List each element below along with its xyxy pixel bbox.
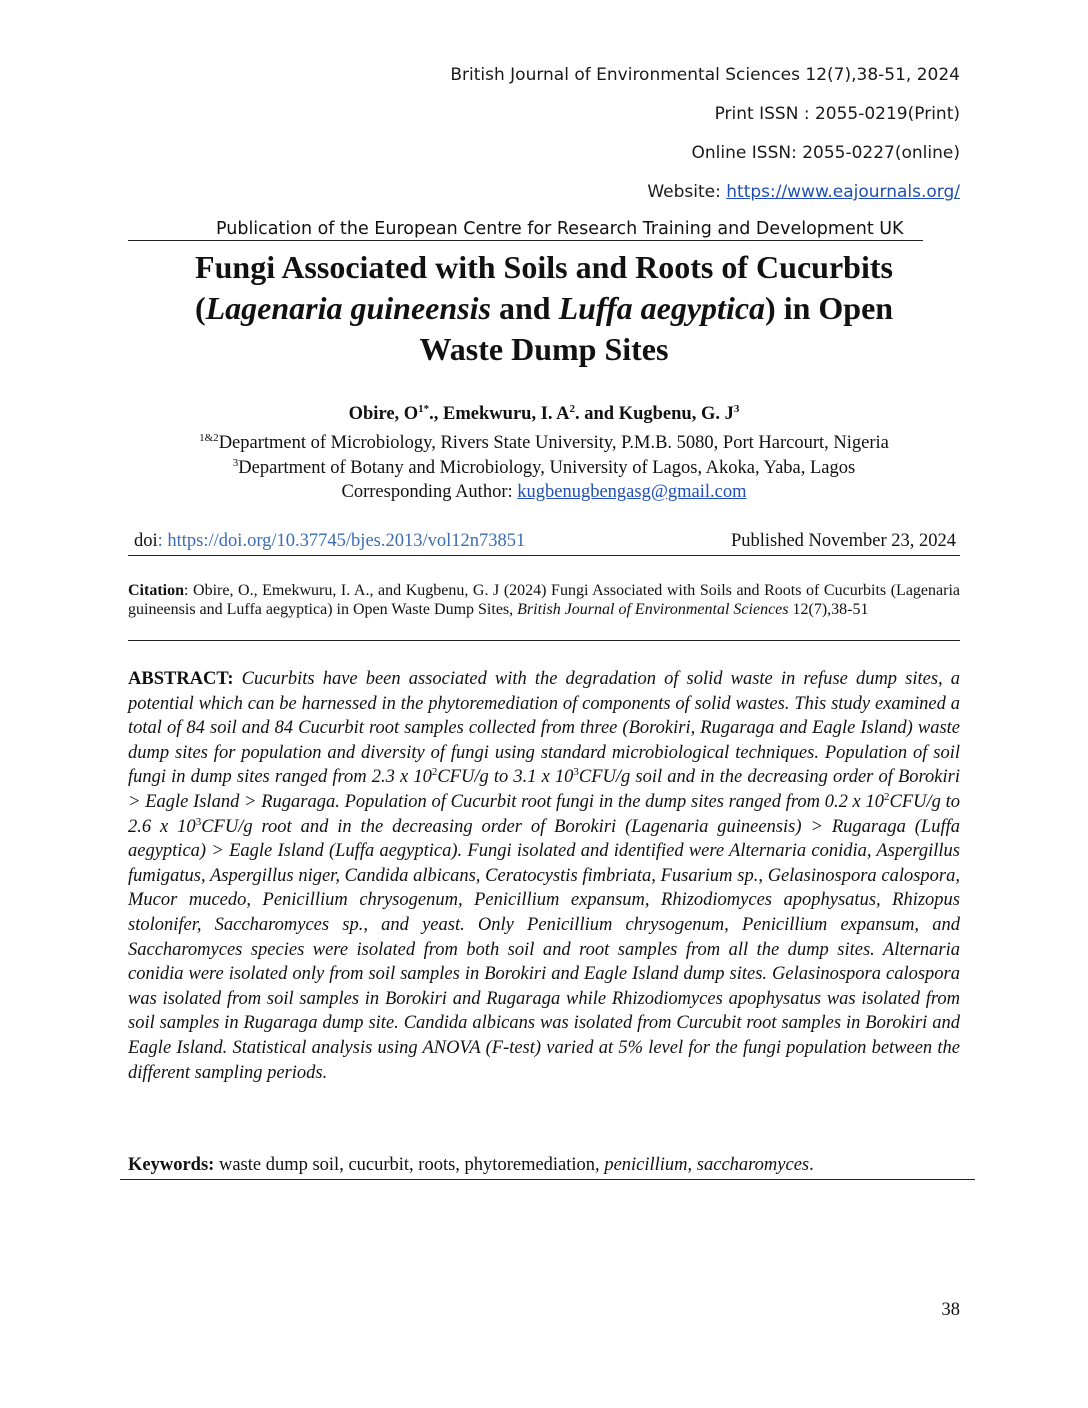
corresponding-author — [120, 482, 968, 503]
doi-line — [134, 531, 525, 552]
citation — [128, 581, 960, 619]
affiliation-2-text: Department of Botany and Microbiology, University of Lagos, Akoka, Yaba, Lagos — [238, 458, 856, 478]
header-rule — [128, 240, 923, 241]
author-2: ., Emekwuru, I. A — [429, 404, 570, 424]
keywords-end: . — [809, 1155, 814, 1175]
keywords — [128, 1155, 814, 1176]
journal-line: British Journal of Environmental Sciences 12(7),38-51, 2024 — [450, 65, 960, 85]
title-line-2 — [120, 288, 968, 329]
page-number: 38 — [941, 1300, 960, 1320]
affiliation-2-sup: 3 — [232, 456, 239, 469]
citation-label: Citation — [128, 582, 184, 599]
keyword-penicillium: penicillium — [604, 1155, 688, 1175]
doi-rule — [128, 555, 960, 556]
exponent-2: 3 — [573, 766, 579, 779]
title-species-2: Luffa aegyptica — [558, 290, 766, 326]
website-link[interactable]: https://www.eajournals.org/ — [726, 182, 960, 202]
author-1-sup: 1* — [418, 402, 430, 415]
author-3: . and Kugbenu, G. J — [575, 404, 734, 424]
keywords-text: waste dump soil, cucurbit, roots, phytoremediation, — [214, 1155, 605, 1175]
doi-link[interactable]: : https://doi.org/10.37745/bjes.2013/vol12n73851 — [157, 531, 526, 551]
website-line — [647, 182, 960, 202]
author-1: Obire, O — [348, 404, 419, 424]
title-and: and — [490, 290, 559, 326]
title-line-3: Waste Dump Sites — [419, 331, 669, 367]
title-line-1: Fungi Associated with Soils and Roots of Cucurbits — [195, 249, 893, 285]
keywords-separator: , — [687, 1155, 697, 1175]
affiliation-2 — [120, 458, 968, 479]
author-2-sup: 2 — [569, 402, 575, 415]
affiliation-1-text: Department of Microbiology, Rivers State University, P.M.B. 5080, Port Harcourt, Nigeria — [218, 433, 889, 453]
doi-label: doi — [134, 531, 158, 551]
abstract-text-4: CFU/g to 2.6 x 10 — [128, 791, 960, 837]
keyword-saccharomyces: saccharomyces — [696, 1155, 810, 1175]
online-issn: Online ISSN: 2055-0227(online) — [691, 143, 960, 163]
corresponding-email-link[interactable]: kugbenugbengasg@gmail.com — [517, 482, 747, 502]
authors — [120, 404, 968, 425]
citation-text: : Obire, O., Emekwuru, I. A., and Kugbenu, G. J (2024) Fungi Associated with Soils and Roots of Cucurbits (Lagenaria guineensis and Luffa aegyptica) in Open Waste Dump Sites, — [128, 582, 960, 618]
print-issn: Print ISSN : 2055-0219(Print) — [714, 104, 960, 124]
affiliation-1-sup: 1&2 — [199, 431, 219, 444]
exponent-3: 2 — [884, 790, 890, 803]
title-paren: ( — [194, 290, 206, 326]
affiliation-1 — [120, 433, 968, 454]
title-line-2-end: ) in Open — [765, 290, 894, 326]
keywords-label: Keywords: — [128, 1155, 215, 1175]
abstract — [128, 667, 960, 1085]
abstract-text-1: Cucurbits have been associated with the degradation of solid waste in refuse dump sites, a potential which can be harnessed in the phytoremediation of components of solid wastes. This study examined a total of 84 soil and 84 Cucurbit root samples collected from three (Borokiri, Rugaraga and Eagle Island) waste dump sites for population and diversity of fungi using standard microbiological techniques. Population of soil fungi in dump sites ranged from 2.3 x 10 — [128, 669, 960, 788]
published-date: Published November 23, 2024 — [730, 531, 956, 551]
citation-tail: 12(7),38-51 — [788, 601, 869, 618]
keywords-rule — [120, 1179, 975, 1180]
abstract-label: ABSTRACT: — [128, 669, 234, 689]
abstract-text-3: CFU/g soil and in the decreasing order of Borokiri > Eagle Island > Rugaraga. Population of Cucurbit root fungi in the dump sites ranged from 0.2 x 10 — [128, 767, 960, 812]
citation-rule — [128, 640, 960, 641]
corresponding-label: Corresponding Author: — [341, 482, 518, 502]
website-label: Website: — [647, 182, 727, 202]
title-species-1: Lagenaria guineensis — [205, 290, 491, 326]
exponent-1: 2 — [431, 766, 438, 779]
paper-title — [120, 247, 968, 370]
exponent-4: 3 — [195, 815, 202, 828]
citation-journal: British Journal of Environmental Sciences — [517, 601, 789, 618]
abstract-text-2: CFU/g to 3.1 x 10 — [437, 767, 574, 788]
author-3-sup: 3 — [733, 402, 740, 415]
publication-line: Publication of the European Centre for Research Training and Development UK — [216, 219, 904, 239]
abstract-text-5: CFU/g root and in the decreasing order of Borokiri (Lagenaria guineensis) > Rugaraga (Luffa aegyptica) > Eagle Island (Luffa aegyptica). Fungi isolated and identified were Alternaria conidia, Aspergillus fumigatus, Aspergillus niger, Candida albicans, Ceratocystis fimbriata, Fusarium sp., Gelasinospora calospora, Mucor mucedo, Penicillium chrysogenum, Penicillium expansum, Rhizodiomyces apophysatus, Rhizopus stolonifer, Saccharomyces sp., and yeast. Only Penicillium chrysogenum, Penicillium expansum, and Saccharomyces species were isolated from both soil and root samples from all the dump sites. Alternaria conidia were isolated only from soil samples in Borokiri and Eagle Island dump sites. Gelasinospora calospora was isolated from soil samples in Borokiri and Rugaraga while Rhizodiomyces apophysatus was isolated from soil samples in Rugaraga dump site. Candida albicans was isolated from Curcubit root samples in Borokiri and Eagle Island. Statistical analysis using ANOVA (F-test) varied at 5% level for the fungi population between the different sampling periods. — [128, 816, 960, 1083]
